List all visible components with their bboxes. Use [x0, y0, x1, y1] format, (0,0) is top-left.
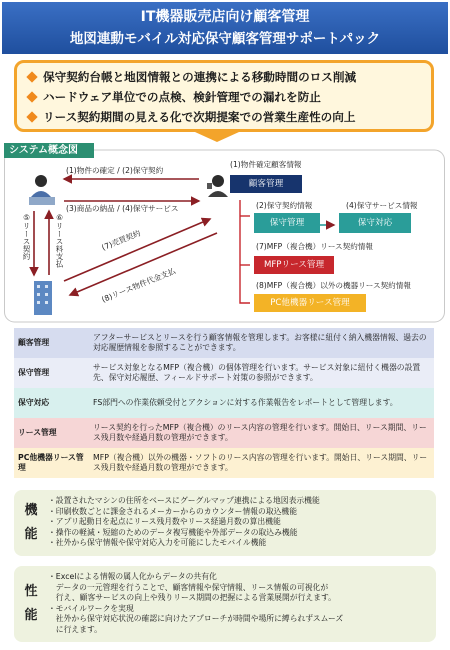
module-name: 顧客管理	[14, 328, 87, 358]
benefit-item: リース契約期間の見える化で次期提案での営業生産性の向上	[25, 107, 423, 127]
arrow-label-8: (8)リース物件代金支払	[100, 266, 177, 305]
list-item: ・社外から保守情報や保守対応入力を可能にしたモバイル機能	[48, 538, 267, 548]
diamond-bullet-icon	[26, 71, 37, 82]
module-description: MFP（複合機）以外の機器・ソフトのリース内容の管理を行います。開始日、リース期間、リース残月数や経過月数の管理ができます。	[87, 448, 434, 478]
mfp-lease-management-box: MFPリース管理	[254, 256, 334, 274]
concept-title-tab: システム概念図	[4, 143, 94, 158]
table-row	[14, 448, 434, 478]
info-label-4: (4)保守サービス情報	[346, 201, 418, 210]
lease-company-building-icon	[34, 281, 52, 315]
title-line-2: 地図連動モバイル対応保守顧客管理サポートパック	[69, 31, 381, 47]
list-item: に行えます。	[48, 624, 102, 634]
table-row	[14, 388, 434, 418]
performance-list	[48, 572, 432, 636]
system-concept-diagram	[4, 143, 445, 323]
down-arrow-icon	[195, 132, 239, 142]
function-section	[14, 490, 436, 556]
function-list	[48, 496, 432, 549]
benefit-item: 保守契約台帳と地図情報との連携による移動時間のロス削減	[25, 67, 423, 87]
list-item: ・操作の軽減・短縮のためのデータ複写機能や外部データの取込み機能	[48, 527, 298, 537]
customer-person-icon	[29, 175, 55, 205]
customer-management-box: 顧客管理	[230, 175, 302, 193]
module-description-table	[14, 328, 434, 478]
module-name: リース管理	[14, 418, 87, 448]
arrow-label-1-2: (1)物件の確定 / (2)保守契約	[66, 166, 164, 175]
module-name: PC他機器リース管理	[14, 448, 87, 478]
info-label-8: (8)MFP（複合機）以外の機器リース契約情報	[256, 281, 411, 290]
list-item: ・設置されたマシンの住所をベースにグーグルマップ連携による地図表示機能	[48, 496, 320, 505]
maintenance-management-box: 保守管理	[254, 213, 320, 233]
arrow-label-5: ⑤リース契約	[22, 213, 31, 260]
table-row	[14, 358, 434, 388]
module-description: サービス対象となるMFP（複合機）の個体管理を行います。サービス対象に紐付く機器の設置先、保守対応履歴、フィールドサポート対策の参照ができます。	[87, 358, 434, 388]
benefits-box	[14, 60, 434, 132]
list-item: ・Excelによる情報の属人化からデータの共有化	[48, 572, 217, 581]
maintenance-response-box: 保守対応	[339, 213, 411, 233]
module-description: アフターサービスとリースを行う顧客情報を管理します。お客様に紐付く納入機器情報、過去の対応履歴情報を参照することができます。	[87, 328, 434, 358]
diamond-bullet-icon	[26, 91, 37, 102]
page-header	[2, 2, 448, 54]
list-item: ・アプリ起動日を起点にリース残月数やリース経過月数の算出機能	[48, 517, 281, 527]
list-item: 社外から保守対応状況の確認に向けたアプローチが時間や場所に縛られずスムーズ	[48, 614, 344, 624]
module-description: FS部門への作業依頼受付とアクションに対する作業報告をレポートとして管理します。	[87, 388, 434, 418]
arrow-label-7: (7)売買契約	[100, 228, 142, 253]
diamond-bullet-icon	[26, 111, 37, 122]
performance-section	[14, 566, 436, 642]
list-item: ・印刷枚数ごとに課金されるメーカーからのカウンター情報の取込機能	[48, 506, 298, 516]
arrow-label-6: ⑥リース料支払	[55, 213, 64, 268]
pc-equipment-lease-management-box: PC他機器リース管理	[254, 294, 366, 312]
table-row	[14, 328, 434, 358]
arrow-label-3-4: (3)商品の納品 / (4)保守サービス	[66, 204, 179, 213]
module-name: 保守対応	[14, 388, 87, 418]
info-label-7: (7)MFP（複合機）リース契約情報	[256, 242, 373, 251]
salesperson-person-icon	[207, 175, 228, 197]
function-label: 機 能	[24, 503, 38, 542]
list-item: ・モバイルワークを実現	[48, 603, 134, 613]
title-line-1: IT機器販売店向け顧客管理	[140, 9, 310, 25]
performance-label: 性 能	[24, 584, 38, 623]
module-description: リース契約を行ったMFP（複合機）のリース内容の管理を行います。開始日、リース期間、リース残月数や経過月数の管理ができます。	[87, 418, 434, 448]
table-row	[14, 418, 434, 448]
module-name: 保守管理	[14, 358, 87, 388]
list-item: データの一元管理を行うことで、顧客情報や保守情報、リース情報の可視化が	[48, 582, 329, 592]
info-label-2: (2)保守契約情報	[256, 201, 313, 210]
benefit-item: ハードウェア単位での点検、検針管理での漏れを防止	[25, 87, 423, 107]
list-item: 行え、顧客サービスの向上や残りリース期間の把握による営業展開が行えます。	[48, 593, 336, 603]
info-label-1: (1)物件確定顧客情報	[230, 160, 302, 169]
